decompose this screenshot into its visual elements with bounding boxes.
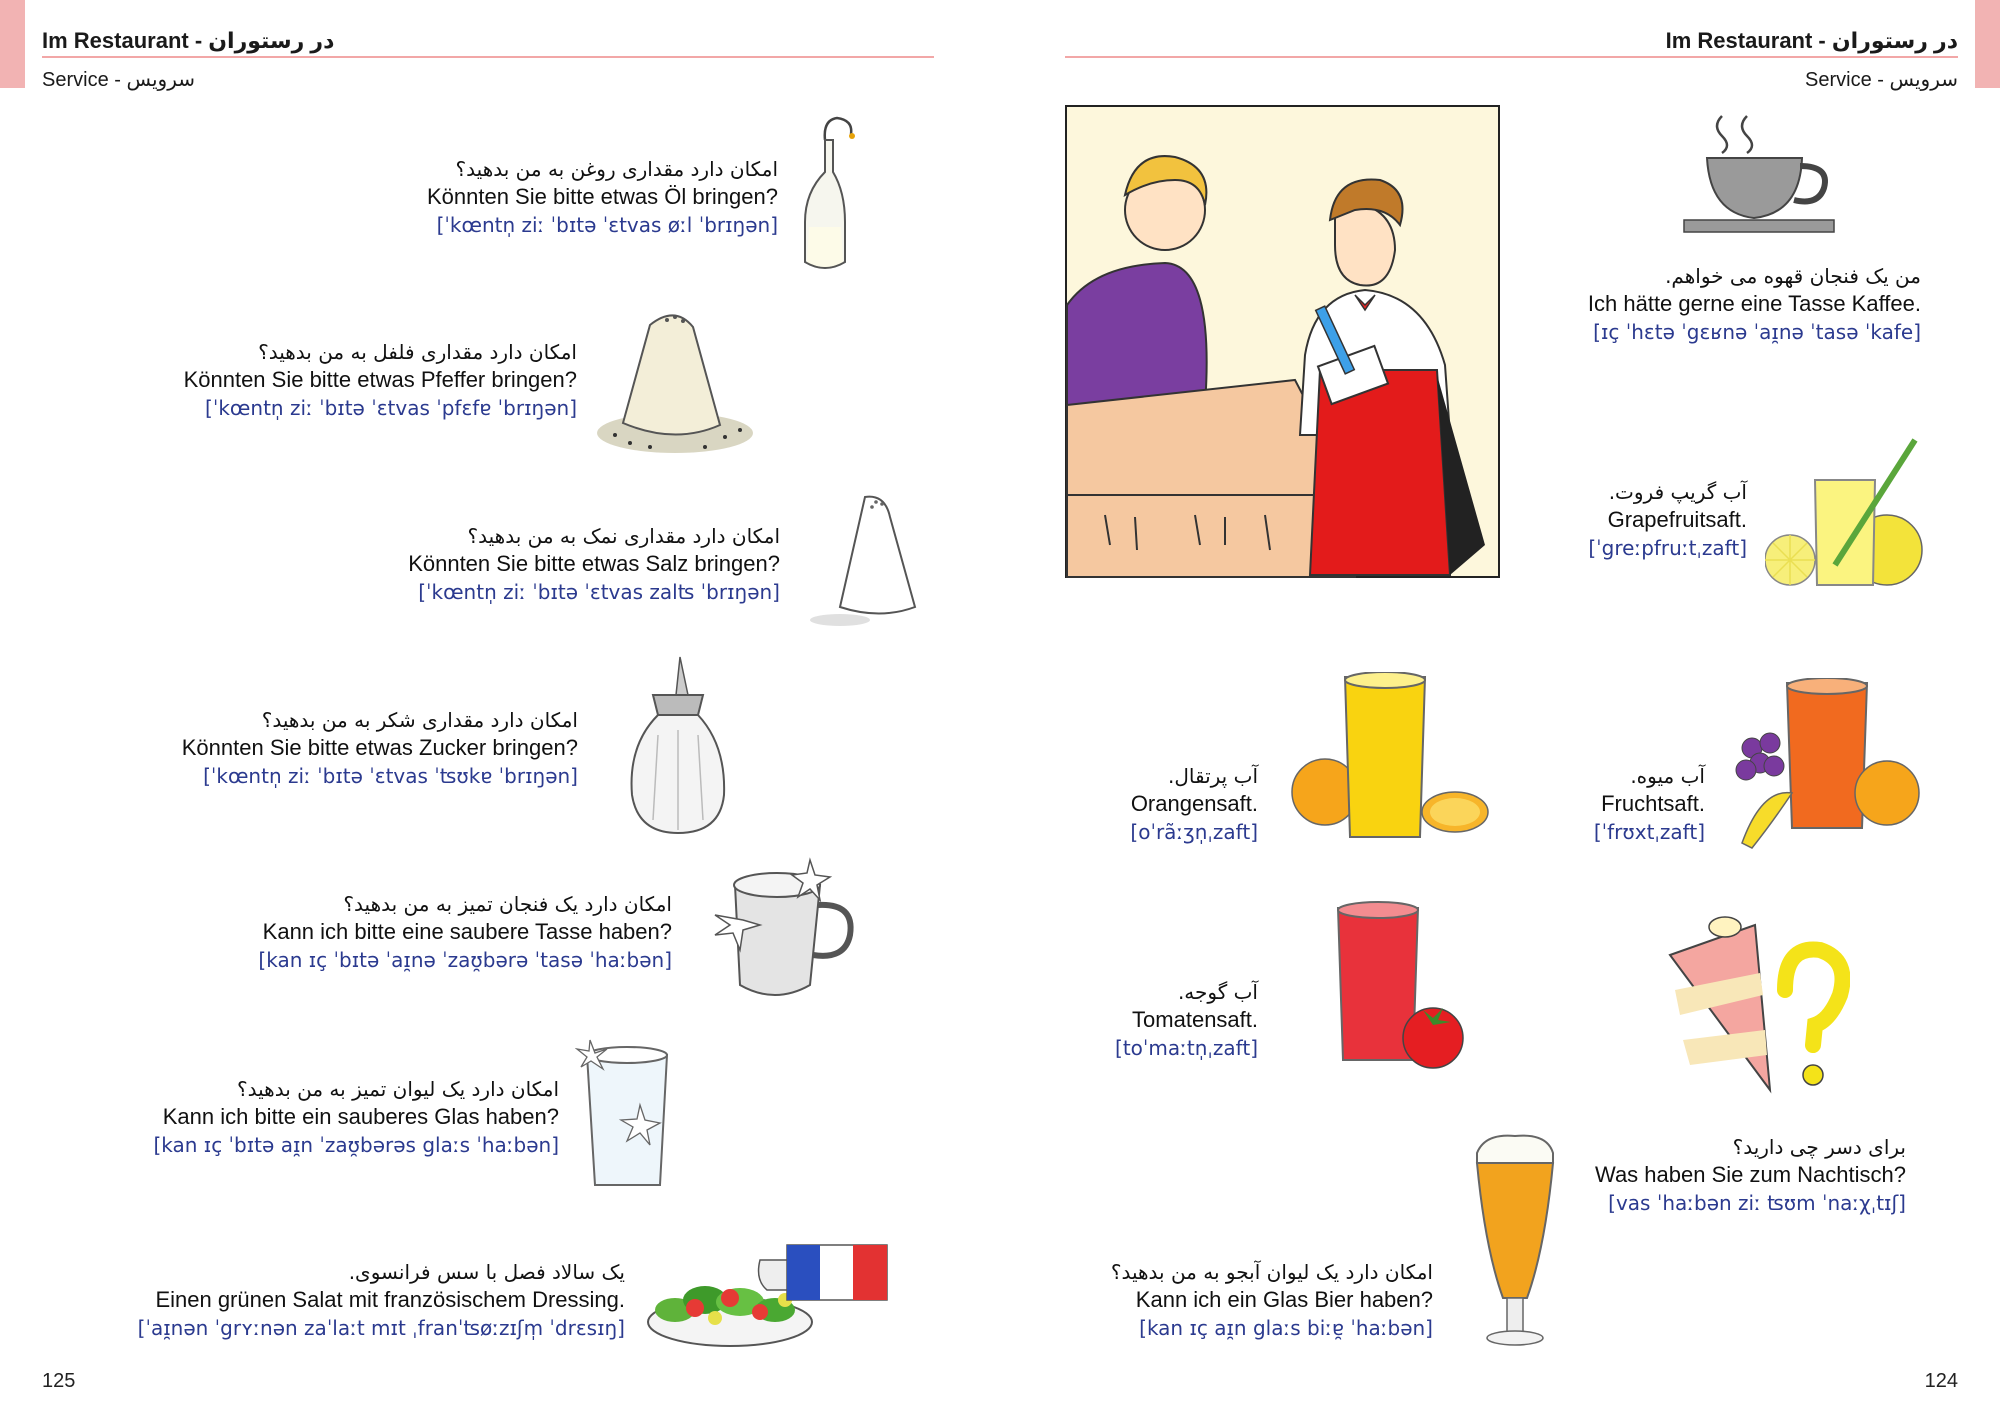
phrase-ipa: [ɪç ˈhɛtə ˈgɛʁnə ˈaɪ̯nə ˈtasə ˈkafe] xyxy=(1593,320,1921,344)
clean-glass-icon xyxy=(575,1035,685,1195)
phrase-ipa: [ˈkœntn̩ ziː ˈbɪtə ˈɛtvas ˈʦʊkɐ ˈbrɪŋən] xyxy=(203,764,578,788)
clean-cup-icon xyxy=(695,855,865,1005)
phrase-german: Orangensaft. xyxy=(1130,791,1258,816)
phrase-grapefruit xyxy=(1588,478,1747,562)
salt-shaker-icon xyxy=(800,492,920,632)
phrase-german: Kann ich bitte eine saubere Tasse haben? xyxy=(262,919,672,944)
phrase-ipa: [ˈaɪ̯nən ˈgrʏːnən zaˈlaːt mɪt ˌfranˈʦøːzɪʃm̩ ˈdrɛsɪŋ] xyxy=(137,1316,625,1340)
grapefruit-juice-icon xyxy=(1765,435,1925,595)
phrase-salt xyxy=(408,522,780,606)
phrase-farsi: من یک فنجان قهوه می خواهم. xyxy=(1665,264,1921,288)
oil-bottle-icon xyxy=(795,112,865,277)
phrase-farsi: برای دسر چی دارید؟ xyxy=(1732,1135,1906,1159)
phrase-german: Ich hätte gerne eine Tasse Kaffee. xyxy=(1587,291,1921,316)
tomato-juice-icon xyxy=(1333,900,1468,1070)
right-subheader: Service - سرویس xyxy=(1805,69,1958,91)
phrase-oil xyxy=(427,155,778,239)
phrase-pepper xyxy=(184,338,577,422)
phrase-ipa: [ˈkœntn̩ ziː ˈbɪtə ˈɛtvas øːl ˈbrɪŋən] xyxy=(436,213,778,237)
phrase-farsi: امکان دارد یک لیوان آبجو به من بدهید؟ xyxy=(1110,1260,1433,1284)
salad-bowl-icon xyxy=(645,1240,895,1355)
left-subheader: Service - سرویس xyxy=(42,69,195,91)
phrase-german: Kann ich ein Glas Bier haben? xyxy=(1135,1287,1433,1312)
phrase-german: Tomatensaft. xyxy=(1132,1007,1258,1032)
phrase-german: Einen grünen Salat mit französischem Dressing. xyxy=(155,1287,625,1312)
phrase-german: Grapefruitsaft. xyxy=(1607,507,1747,532)
phrase-ipa: [kan ɪç aɪ̯n glaːs biːɐ̯ ˈhaːbən] xyxy=(1139,1316,1433,1340)
phrase-farsi: امکان دارد یک فنجان تمیز به من بدهید؟ xyxy=(343,892,672,916)
phrase-ipa: [kan ɪç ˈbɪtə aɪ̯n ˈzaʊ̯bərəs glaːs ˈhaːbən] xyxy=(153,1133,559,1157)
right-header-rule xyxy=(1065,56,1958,58)
phrase-farsi: امکان دارد مقداری شکر به من بدهید؟ xyxy=(261,708,578,732)
phrase-beer xyxy=(1111,1258,1433,1342)
phrase-ipa: [kan ɪç ˈbɪtə ˈaɪ̯nə ˈzaʊ̯bərə ˈtasə ˈhaːbən] xyxy=(258,948,672,972)
phrase-fruit-juice xyxy=(1594,762,1705,846)
phrase-german: Was haben Sie zum Nachtisch? xyxy=(1595,1162,1906,1187)
waiter-illustration xyxy=(1065,105,1500,578)
orange-juice-icon xyxy=(1290,672,1490,847)
left-header: Im Restaurant - در رستوران xyxy=(42,28,335,53)
phrase-farsi: امکان دارد مقداری نمک به من بدهید؟ xyxy=(467,524,780,548)
page-tab-left xyxy=(0,0,25,88)
phrase-ipa: [toˈmaːtn̩ˌzaft] xyxy=(1115,1036,1258,1060)
phrase-farsi: امکان دارد مقداری فلفل به من بدهید؟ xyxy=(258,340,577,364)
phrase-farsi: آب پرتقال. xyxy=(1167,764,1258,788)
page-tab-right xyxy=(1975,0,2000,88)
phrase-farsi: آب گوجه. xyxy=(1177,980,1258,1004)
phrase-german: Könnten Sie bitte etwas Öl bringen? xyxy=(426,184,778,209)
beer-glass-icon xyxy=(1465,1128,1565,1350)
phrase-ipa: [ˈkœntn̩ ziː ˈbɪtə ˈɛtvas ˈpfɛfɐ ˈbrɪŋən] xyxy=(205,396,577,420)
phrase-farsi: آب میوه. xyxy=(1630,764,1705,788)
left-header-rule xyxy=(42,56,934,58)
phrase-german: Könnten Sie bitte etwas Salz bringen? xyxy=(408,551,780,576)
left-page-number: 125 xyxy=(42,1370,76,1392)
phrase-german: Kann ich bitte ein sauberes Glas haben? xyxy=(162,1104,559,1129)
phrase-german: Könnten Sie bitte etwas Pfeffer bringen? xyxy=(183,367,577,392)
phrase-farsi: آب گریپ فروت. xyxy=(1608,480,1747,504)
phrase-ipa: [ˈgreːpfruːtˌzaft] xyxy=(1588,536,1747,560)
phrase-coffee xyxy=(1588,262,1921,346)
phrase-ipa: [ˈkœntn̩ ziː ˈbɪtə ˈɛtvas zalʦ ˈbrɪŋən] xyxy=(418,580,780,604)
phrase-farsi: امکان دارد یک لیوان تمیز به من بدهید؟ xyxy=(237,1077,559,1101)
phrase-farsi: امکان دارد مقداری روغن به من بدهید؟ xyxy=(455,157,778,181)
phrase-clean-glass xyxy=(153,1075,559,1159)
phrase-ipa: [vas ˈhaːbən ziː ʦʊm ˈnaːχˌtɪʃ] xyxy=(1608,1191,1906,1215)
phrase-clean-cup xyxy=(258,890,672,974)
phrase-dessert xyxy=(1595,1133,1906,1217)
fruit-juice-icon xyxy=(1732,678,1922,856)
dessert-question-icon xyxy=(1665,915,1850,1100)
right-page-number: 124 xyxy=(1924,1370,1958,1392)
phrase-ipa: [ˈfrʊxtˌzaft] xyxy=(1593,820,1705,844)
phrase-farsi: یک سالاد فصل با سس فرانسوی. xyxy=(348,1260,625,1284)
phrase-sugar xyxy=(182,706,578,790)
coffee-cup-icon xyxy=(1682,108,1842,236)
phrase-ipa: [oˈrãːʒn̩ˌzaft] xyxy=(1130,820,1258,844)
right-header: Im Restaurant - در رستوران xyxy=(1665,28,1958,53)
pepper-shaker-icon xyxy=(595,305,755,465)
phrase-german: Fruchtsaft. xyxy=(1601,791,1705,816)
phrase-tomato-juice xyxy=(1115,978,1258,1062)
phrase-orange-juice xyxy=(1130,762,1258,846)
sugar-dispenser-icon xyxy=(608,655,728,840)
phrase-salad xyxy=(138,1258,625,1342)
phrase-german: Könnten Sie bitte etwas Zucker bringen? xyxy=(181,735,578,760)
